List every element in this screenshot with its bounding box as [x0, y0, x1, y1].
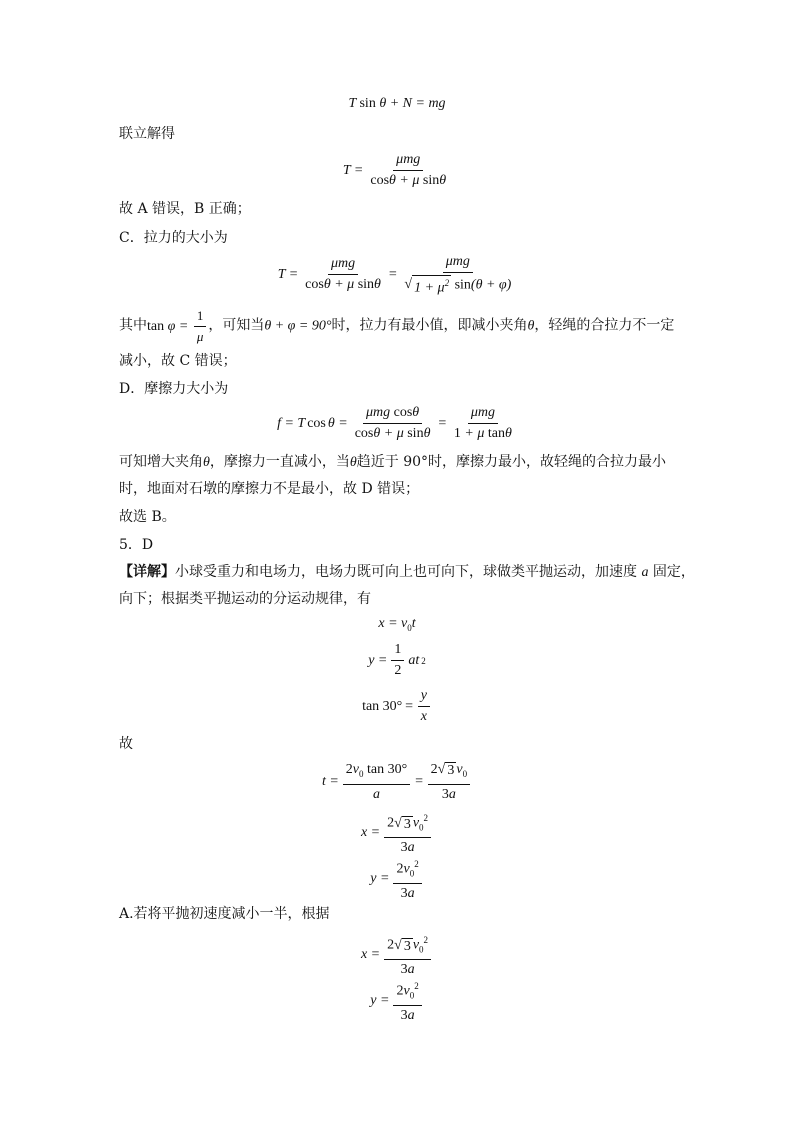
- text-line-tan-phi: 其中tan φ = $\frac{1}{\mu}$ ，可知当θ + φ = 90°时，拉力有最小值，即减小夹角θ，轻绳的合拉力不一定: [119, 308, 675, 344]
- equation-tan30: tan 30° = $\frac{y}{x}$: [0, 688, 794, 725]
- text-line-option-d: D．摩擦力大小为: [119, 381, 229, 397]
- text-line-option-c: C．拉力的大小为: [119, 230, 228, 246]
- equation-y-result: y = $\frac{2v_0^2}{3a}$: [0, 856, 794, 902]
- equation-tension-min: T = $\frac{\text{μmg}}{\text{cosθ + μ sinθ}}$ = μmg √ $1 + \mu^2$ sin(θ + φ): [277, 254, 512, 296]
- equation-x-result-repeat: x = 2 √ 3 $v_0^2$ 3a: [0, 932, 794, 978]
- equation-y-displacement: y = $\frac{1}{2}$ at 2: [368, 642, 426, 678]
- question-number-5: 5．D: [119, 537, 154, 553]
- text-line-conclusion-ab: 故 A 错误，B 正确；: [119, 201, 251, 217]
- text-line-increase-angle: 可知增大夹角θ，摩擦力一直减小，当θ趋近于 90°时，摩擦力最小，故轻绳的合拉力最小: [119, 454, 667, 470]
- equation-force-balance: T sin θ + N = mg: [348, 96, 446, 111]
- text-line-explanation: 【详解】小球受重力和电场力，电场力既可向上也可向下，球做类平抛运动，加速度 a 固定，: [119, 564, 695, 580]
- equation-x-result: x = 2 √ 3 $v_0^2$ 3a: [0, 810, 794, 856]
- equation-tension: T = $\frac{\text{μmg}}{\text{cosθ + μ sinθ}}$: [342, 152, 447, 188]
- text-line-option-a: A.若将平抛初速度减小一半，根据: [119, 906, 330, 922]
- text-line-conclusion-d: 时，地面对石墩的摩擦力不是最小，故 D 错误；: [119, 481, 420, 497]
- equation-friction: f = T cos θ = $\frac{\text{μmg cosθ}}{\text{cosθ + μ sinθ}}$ = $\frac{\text{μmg}}{\text{1 + μ tanθ}}$: [277, 405, 512, 441]
- text-line-conclusion-c: 减小，故 C 错误；: [119, 353, 237, 369]
- text-line-answer-b: 故选 B。: [119, 509, 176, 525]
- text-line-solve: 联立解得: [119, 126, 175, 142]
- equation-time: t = $\frac{2v_0 \tan 30^\circ}{a}$ = 2 √ 3 $v_0$ 3a: [0, 762, 794, 803]
- text-line-therefore: 故: [119, 736, 133, 752]
- text-line-projectile-rule: 向下；根据类平抛运动的分运动规律，有: [119, 591, 371, 607]
- equation-y-result-repeat: y = $\frac{2v_0^2}{3a}$: [0, 978, 794, 1024]
- equation-x-displacement: $x = v_0t$: [378, 616, 416, 633]
